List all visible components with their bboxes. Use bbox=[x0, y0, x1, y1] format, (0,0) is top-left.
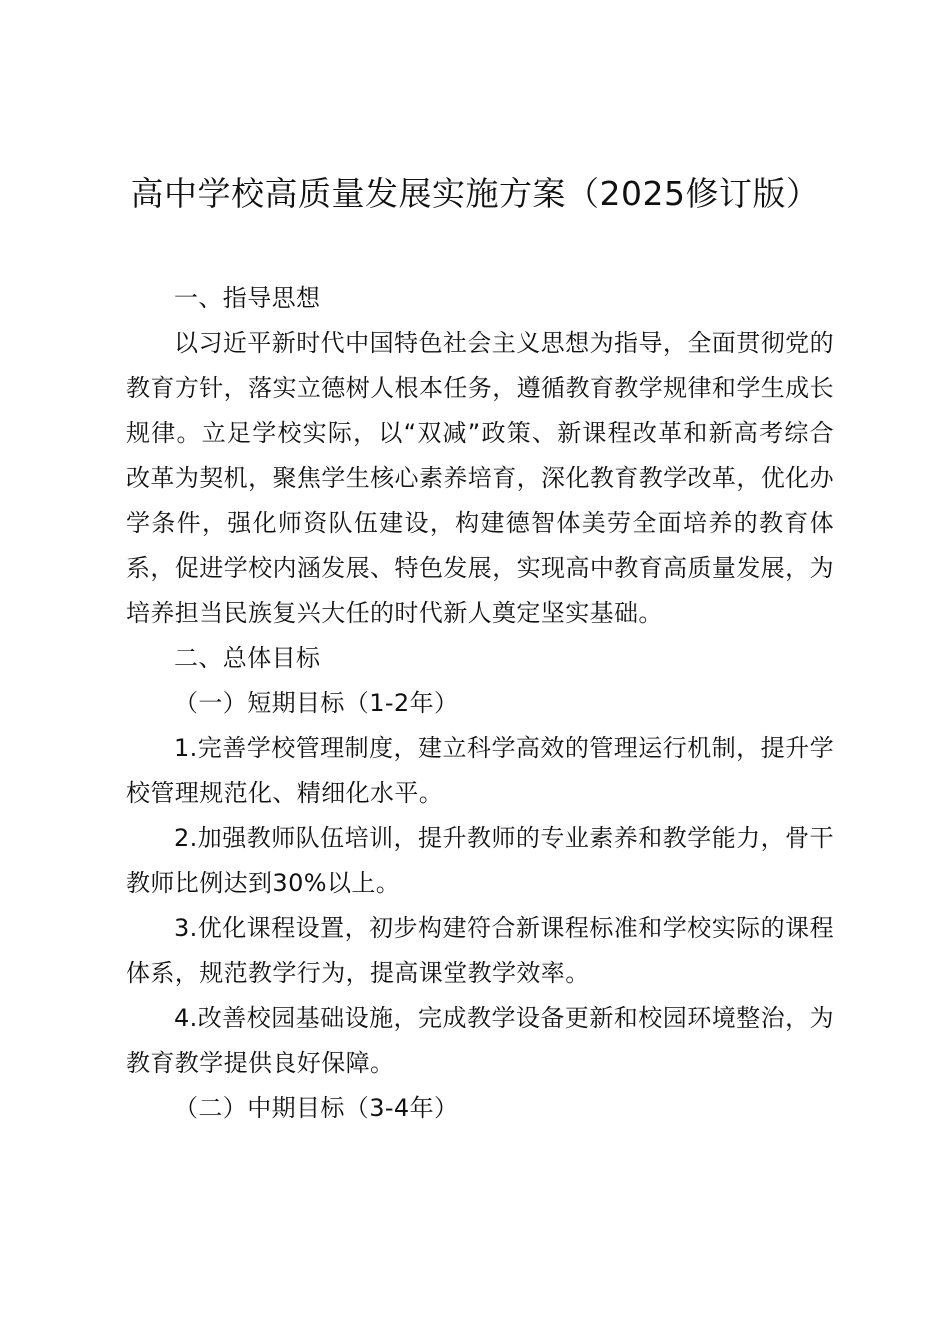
list-item: 1.完善学校管理制度，建立科学高效的管理运行机制，提升学校管理规范化、精细化水平。 bbox=[126, 734, 834, 807]
body-paragraph: 以习近平新时代中国特色社会主义思想为指导，全面贯彻党的教育方针，落实立德树人根本任务，遵循教育教学规律和学生成长规律。立足学校实际，以“双减”政策、新课程改革和新高考综合改革为契机，聚焦学生核心素养培育，深化教育教学改革，优化办学条件，强化师资队伍建设，构建德智体美劳全面培养的教育体系，促进学校内涵发展、特色发展，实现高中教育高质量发展，为培养担当民族复兴大任的时代新人奠定坚实基础。 bbox=[126, 329, 834, 627]
section-heading: 一、指导思想 bbox=[174, 284, 321, 312]
subsection-heading: （二）中期目标（3-4年） bbox=[174, 1094, 459, 1122]
list-item: 4.改善校园基础设施，完成教学设备更新和校园环境整治，为教育教学提供良好保障。 bbox=[126, 1004, 834, 1077]
document-title: 高中学校高质量发展实施方案（2025修订版） bbox=[130, 174, 820, 213]
document-body bbox=[126, 276, 834, 1131]
list-item: 2.加强教师队伍培训，提升教师的专业素养和教学能力，骨干教师比例达到30%以上。 bbox=[126, 824, 834, 897]
list-item: 3.优化课程设置，初步构建符合新课程标准和学校实际的课程体系，规范教学行为，提高课堂教学效率。 bbox=[126, 914, 834, 987]
section-heading: 二、总体目标 bbox=[174, 644, 321, 672]
subsection-heading: （一）短期目标（1-2年） bbox=[174, 689, 459, 717]
